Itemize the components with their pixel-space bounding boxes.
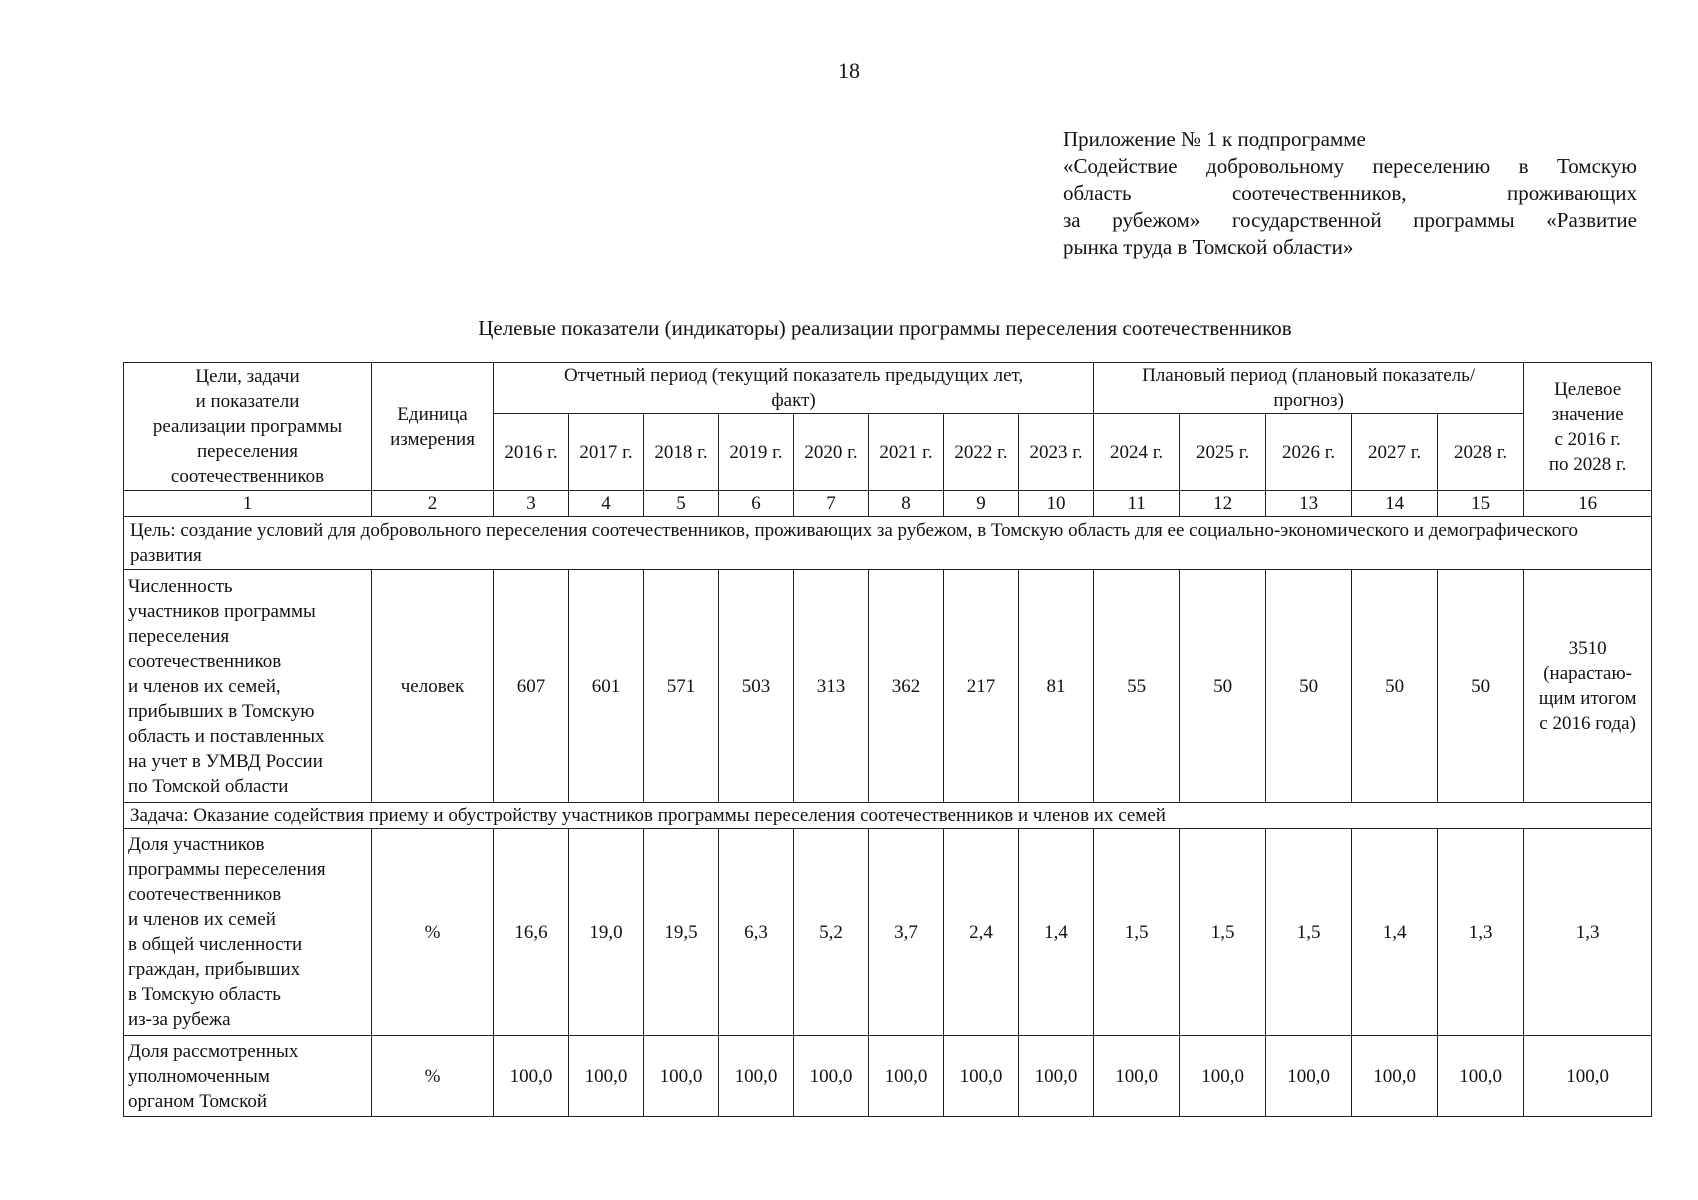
appendix-line-4: за рубежом» государственной программы «Развитие — [1063, 208, 1637, 232]
goal-text: Цель: создание условий для добровольного переселения соотечественников, проживающих за рубежом, в Томскую область для ее социально-экономического и демографического развития — [124, 517, 1652, 570]
year-header: 2019 г. — [719, 414, 794, 491]
year-header: 2018 г. — [644, 414, 719, 491]
indicator-value: 1,4 — [1019, 829, 1094, 1036]
indicator-value: 2,4 — [944, 829, 1019, 1036]
year-header: 2024 г. — [1094, 414, 1180, 491]
indicator-value: 1,5 — [1180, 829, 1266, 1036]
indicator-value: 50 — [1352, 570, 1438, 803]
indicator-value: 100,0 — [944, 1036, 1019, 1117]
indicator-value: 100,0 — [1438, 1036, 1524, 1117]
appendix-line-1: Приложение № 1 к подпрограмме — [1063, 127, 1366, 151]
indicator-value: 81 — [1019, 570, 1094, 803]
indicator-value: 313 — [794, 570, 869, 803]
indicator-value: 362 — [869, 570, 944, 803]
header-goals-tasks: Цели, задачи и показатели реализации программы переселения соотечественников — [124, 363, 372, 491]
indicator-value: 50 — [1180, 570, 1266, 803]
year-header: 2028 г. — [1438, 414, 1524, 491]
indicator-value: 3,7 — [869, 829, 944, 1036]
column-number: 12 — [1180, 491, 1266, 517]
year-header: 2022 г. — [944, 414, 1019, 491]
year-header: 2017 г. — [569, 414, 644, 491]
column-number: 8 — [869, 491, 944, 517]
indicator-value: 503 — [719, 570, 794, 803]
appendix-note — [1063, 126, 1637, 261]
indicator-value: 100,0 — [1094, 1036, 1180, 1117]
column-number: 9 — [944, 491, 1019, 517]
indicator-value: 100,0 — [1019, 1036, 1094, 1117]
indicator-target: 1,3 — [1524, 829, 1652, 1036]
column-number: 1 — [124, 491, 372, 517]
indicator-value: 50 — [1438, 570, 1524, 803]
indicator-name: Численность участников программы переселения соотечественников и членов их семей, прибывших в Томскую область и поставленных на учет в УМВД России по Томской области — [124, 570, 372, 803]
indicator-value: 100,0 — [1180, 1036, 1266, 1117]
indicator-value: 100,0 — [794, 1036, 869, 1117]
indicator-value: 217 — [944, 570, 1019, 803]
header-reporting-period: Отчетный период (текущий показатель предыдущих лет, факт) — [494, 363, 1094, 414]
indicator-value: 571 — [644, 570, 719, 803]
column-number: 7 — [794, 491, 869, 517]
column-number: 13 — [1266, 491, 1352, 517]
indicator-row — [124, 1036, 1652, 1117]
indicator-value: 100,0 — [719, 1036, 794, 1117]
indicator-unit: % — [372, 829, 494, 1036]
column-number: 5 — [644, 491, 719, 517]
column-number: 3 — [494, 491, 569, 517]
header-unit: Единица измерения — [372, 363, 494, 491]
indicator-value: 50 — [1266, 570, 1352, 803]
indicator-value: 100,0 — [869, 1036, 944, 1117]
indicator-value: 100,0 — [1352, 1036, 1438, 1117]
indicator-value: 19,0 — [569, 829, 644, 1036]
indicator-value: 16,6 — [494, 829, 569, 1036]
indicator-unit: человек — [372, 570, 494, 803]
header-planned-period: Плановый период (плановый показатель/ прогноз) — [1094, 363, 1524, 414]
year-header: 2027 г. — [1352, 414, 1438, 491]
indicator-value: 100,0 — [1266, 1036, 1352, 1117]
indicator-row — [124, 829, 1652, 1036]
column-number: 6 — [719, 491, 794, 517]
year-header: 2026 г. — [1266, 414, 1352, 491]
indicator-value: 1,5 — [1094, 829, 1180, 1036]
indicator-value: 19,5 — [644, 829, 719, 1036]
year-header: 2020 г. — [794, 414, 869, 491]
header-target-value: Целевое значение с 2016 г. по 2028 г. — [1524, 363, 1652, 491]
column-number: 11 — [1094, 491, 1180, 517]
year-header: 2021 г. — [869, 414, 944, 491]
indicator-row — [124, 570, 1652, 803]
column-number: 16 — [1524, 491, 1652, 517]
indicator-value: 607 — [494, 570, 569, 803]
goal-row — [124, 517, 1652, 570]
task-row — [124, 803, 1652, 829]
indicator-target: 100,0 — [1524, 1036, 1652, 1117]
indicator-value: 1,4 — [1352, 829, 1438, 1036]
indicator-value: 6,3 — [719, 829, 794, 1036]
indicator-value: 1,5 — [1266, 829, 1352, 1036]
year-header: 2016 г. — [494, 414, 569, 491]
appendix-line-2: «Содействие добровольному переселению в Томскую — [1063, 154, 1637, 178]
indicator-value: 5,2 — [794, 829, 869, 1036]
appendix-line-5: рынка труда в Томской области» — [1063, 235, 1354, 259]
indicator-value: 1,3 — [1438, 829, 1524, 1036]
task-text: Задача: Оказание содействия приему и обустройству участников программы переселения соотечественников и членов их семей — [124, 803, 1652, 829]
column-number: 14 — [1352, 491, 1438, 517]
year-header: 2023 г. — [1019, 414, 1094, 491]
indicator-unit: % — [372, 1036, 494, 1117]
column-number: 15 — [1438, 491, 1524, 517]
indicator-name: Доля рассмотренных уполномоченным органом Томской — [124, 1036, 372, 1117]
indicator-value: 100,0 — [494, 1036, 569, 1117]
indicators-table — [123, 362, 1652, 1117]
column-number: 10 — [1019, 491, 1094, 517]
indicator-target: 3510 (нарастаю- щим итогом с 2016 года) — [1524, 570, 1652, 803]
indicator-value: 601 — [569, 570, 644, 803]
indicator-name: Доля участников программы переселения соотечественников и членов их семей в общей численности граждан, прибывших в Томскую область из-за рубежа — [124, 829, 372, 1036]
column-number-row — [124, 491, 1652, 517]
page-number: 18 — [838, 58, 860, 83]
indicator-value: 100,0 — [644, 1036, 719, 1117]
header-row-1 — [124, 363, 1652, 414]
appendix-line-3: область соотечественников, проживающих — [1063, 181, 1637, 205]
column-number: 4 — [569, 491, 644, 517]
year-header: 2025 г. — [1180, 414, 1266, 491]
indicator-value: 55 — [1094, 570, 1180, 803]
table-title: Целевые показатели (индикаторы) реализации программы переселения соотечественников — [478, 316, 1292, 340]
column-number: 2 — [372, 491, 494, 517]
indicator-value: 100,0 — [569, 1036, 644, 1117]
